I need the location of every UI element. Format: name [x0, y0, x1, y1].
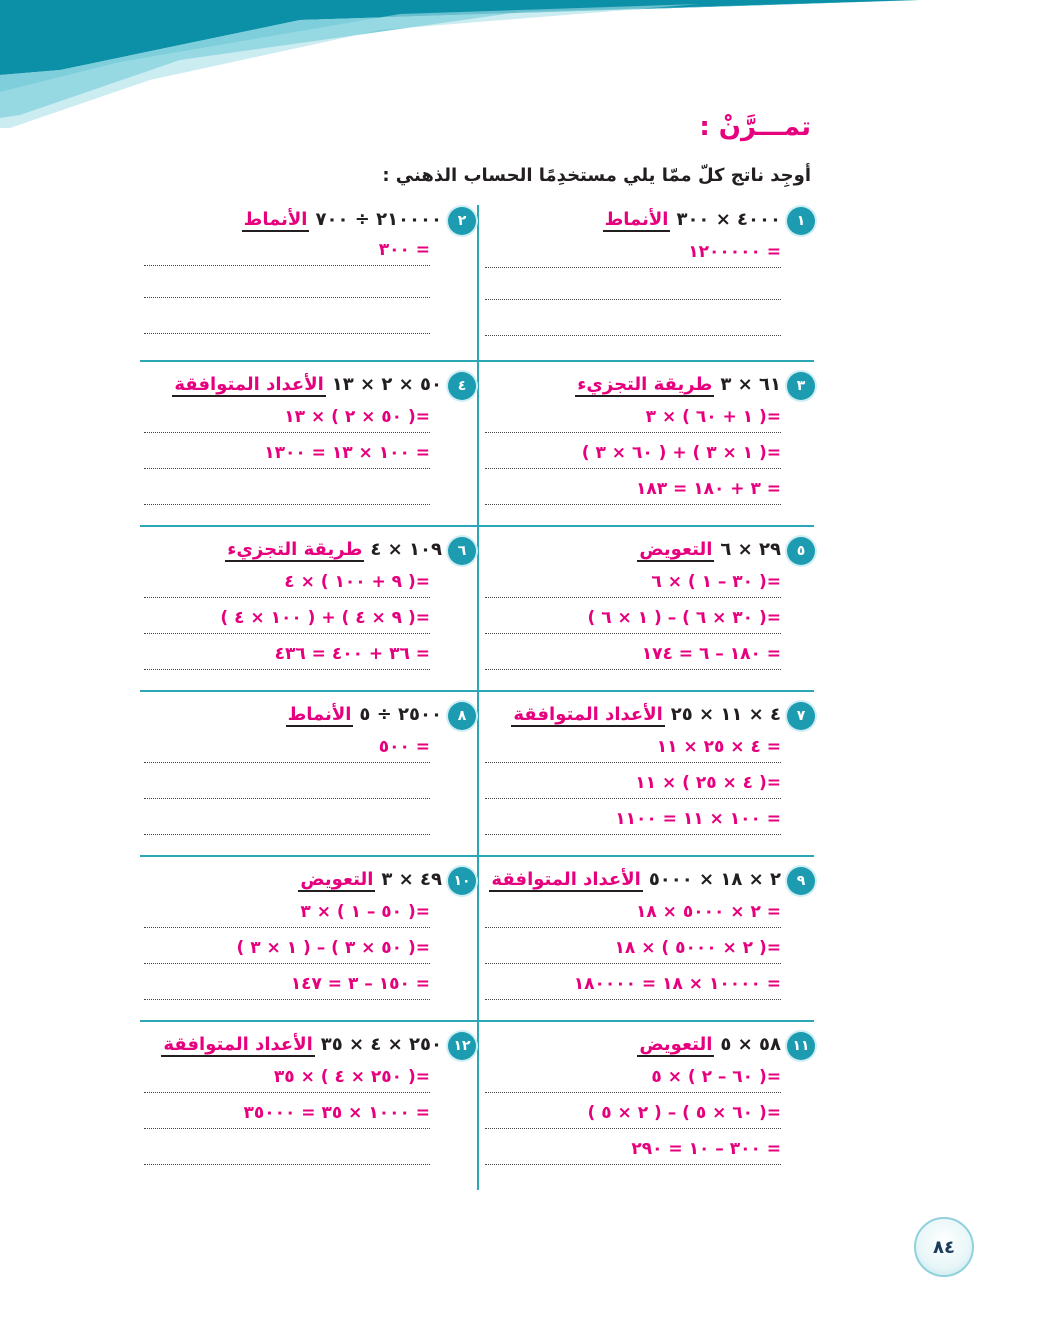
method-label: التعويض: [300, 869, 374, 890]
answer-line[interactable]: = ٥٠٠: [144, 732, 430, 763]
exercise-8: [140, 700, 476, 865]
answer-line[interactable]: =( ٢ × ٥٠٠٠ ) × ١٨: [485, 933, 781, 964]
method-label: الأعداد المتوافقة: [513, 704, 663, 725]
problem-expression: ٢٥٠ × ٤ × ٣٥: [320, 1034, 442, 1055]
exercise-problem: [298, 865, 442, 899]
instruction-text: أوجِد ناتج كلّ ممّا يلي مستخدِمًا الحساب الذهني :: [382, 165, 811, 186]
answer-line[interactable]: =( ٥٠ – ١ ) × ٣: [144, 897, 430, 928]
exercise-11: [479, 1030, 815, 1195]
answer-line[interactable]: [144, 303, 430, 334]
answer-line[interactable]: =( ٤ × ٢٥ ) × ١١: [485, 768, 781, 799]
problem-expression: ١٠٩ × ٤: [370, 539, 442, 560]
answer-line[interactable]: [144, 1134, 430, 1165]
exercise-problem: [242, 205, 442, 239]
exercise-3: [479, 370, 815, 535]
method-label: الأنماط: [604, 209, 669, 230]
problem-expression: ٢٩ × ٦: [720, 539, 781, 560]
answer-line[interactable]: =( ٦٠ × ٥ ) – ( ٢ × ٥ ): [485, 1098, 781, 1129]
answer-line[interactable]: = ٤ × ٢٥ × ١١: [485, 732, 781, 763]
exercise-number-badge: ١: [787, 207, 815, 235]
exercise-number-badge: ٥: [787, 537, 815, 565]
exercise-problem: [511, 700, 781, 734]
method-label: التعويض: [639, 1034, 713, 1055]
method-label: الأنماط: [287, 704, 352, 725]
answer-line[interactable]: =( ٢٥٠ × ٤ ) × ٣٥: [144, 1062, 430, 1093]
answer-line[interactable]: = ١٥٠ – ٣ = ١٤٧: [144, 969, 430, 1000]
exercise-problem: [225, 535, 442, 569]
exercise-7: [479, 700, 815, 865]
exercise-number-badge: ١٠: [448, 867, 476, 895]
exercise-number-badge: ٣: [787, 372, 815, 400]
exercise-9: [479, 865, 815, 1030]
exercise-problem: [172, 370, 442, 404]
method-label: التعويض: [639, 539, 713, 560]
exercise-number-badge: ٤: [448, 372, 476, 400]
method-label: الأعداد المتوافقة: [174, 374, 324, 395]
method-label: الأنماط: [243, 209, 308, 230]
exercise-problem: [489, 865, 781, 899]
answer-line[interactable]: = ٣ + ١٨٠ = ١٨٣: [485, 474, 781, 505]
exercise-12: [140, 1030, 476, 1195]
page-title: تمـــرَّنْ :: [699, 112, 811, 142]
exercise-5: [479, 535, 815, 700]
answer-line[interactable]: = ١٠٠ × ١١ = ١١٠٠: [485, 804, 781, 835]
problem-expression: ٤٠٠٠ × ٣٠٠: [676, 209, 781, 230]
exercise-number-badge: ٢: [448, 207, 476, 235]
method-label: الأعداد المتوافقة: [491, 869, 641, 890]
answer-line[interactable]: =( ٩ + ١٠٠ ) × ٤: [144, 567, 430, 598]
header-decoration: [0, 0, 1039, 130]
answer-line[interactable]: [485, 269, 781, 300]
answer-line[interactable]: =( ٣٠ – ١ ) × ٦: [485, 567, 781, 598]
page-number: ٨٤: [914, 1217, 974, 1277]
answer-line[interactable]: = ٣٦ + ٤٠٠ = ٤٣٦: [144, 639, 430, 670]
exercise-10: [140, 865, 476, 1030]
answer-line[interactable]: = ١٨٠ – ٦ = ١٧٤: [485, 639, 781, 670]
method-label: طريقة التجزيء: [577, 374, 713, 395]
problem-expression: ٥٨ × ٥: [720, 1034, 781, 1055]
exercise-grid: [140, 205, 814, 1190]
answer-line[interactable]: = ٣٠٠: [144, 235, 430, 266]
problem-expression: ٢ × ١٨ × ٥٠٠٠: [648, 869, 781, 890]
answer-line[interactable]: =( ٦٠ – ٢ ) × ٥: [485, 1062, 781, 1093]
exercise-problem: [637, 535, 781, 569]
problem-expression: ٦١ × ٣: [720, 374, 781, 395]
answer-line[interactable]: = ٢ × ٥٠٠٠ × ١٨: [485, 897, 781, 928]
exercise-problem: [286, 700, 442, 734]
answer-line[interactable]: = ٣٠٠ – ١٠ = ٢٩٠: [485, 1134, 781, 1165]
answer-line[interactable]: = ١٠٠٠ × ٣٥ = ٣٥٠٠٠: [144, 1098, 430, 1129]
answer-line[interactable]: =( ١ + ٦٠ ) × ٣: [485, 402, 781, 433]
exercise-2: [140, 205, 476, 370]
answer-line[interactable]: =( ٣٠ × ٦ ) – ( ١ × ٦ ): [485, 603, 781, 634]
answer-line[interactable]: = ١٠٠ × ١٣ = ١٣٠٠: [144, 438, 430, 469]
answer-line[interactable]: =( ٩ × ٤ ) + ( ١٠٠ × ٤ ): [144, 603, 430, 634]
answer-line[interactable]: =( ١ × ٣ ) + ( ٦٠ × ٣ ): [485, 438, 781, 469]
exercise-problem: [575, 370, 781, 404]
exercise-problem: [637, 1030, 781, 1064]
answer-line[interactable]: [144, 768, 430, 799]
problem-expression: ٤٩ × ٣: [381, 869, 442, 890]
answer-line[interactable]: =( ٥٠ × ٣ ) – ( ١ × ٣ ): [144, 933, 430, 964]
exercise-problem: [161, 1030, 442, 1064]
answer-line[interactable]: [144, 474, 430, 505]
method-label: الأعداد المتوافقة: [163, 1034, 313, 1055]
answer-line[interactable]: = ١٢٠٠٠٠٠: [485, 237, 781, 268]
exercise-number-badge: ٧: [787, 702, 815, 730]
answer-line[interactable]: [485, 305, 781, 336]
answer-line[interactable]: =( ٥٠ × ٢ ) × ١٣: [144, 402, 430, 433]
exercise-number-badge: ٩: [787, 867, 815, 895]
problem-expression: ٢١٠٠٠٠ ÷ ٧٠٠: [315, 209, 442, 230]
exercise-problem: [603, 205, 781, 239]
exercise-6: [140, 535, 476, 700]
exercise-number-badge: ٨: [448, 702, 476, 730]
exercise-number-badge: ١١: [787, 1032, 815, 1060]
method-label: طريقة التجزيء: [227, 539, 363, 560]
exercise-4: [140, 370, 476, 535]
problem-expression: ٥٠ × ٢ × ١٣: [331, 374, 442, 395]
problem-expression: ٢٥٠٠ ÷ ٥: [359, 704, 442, 725]
problem-expression: ٤ × ١١ × ٢٥: [670, 704, 781, 725]
answer-line[interactable]: = ١٠٠٠٠ × ١٨ = ١٨٠٠٠٠: [485, 969, 781, 1000]
answer-line[interactable]: [144, 267, 430, 298]
exercise-number-badge: ٦: [448, 537, 476, 565]
answer-line[interactable]: [144, 804, 430, 835]
exercise-number-badge: ١٢: [448, 1032, 476, 1060]
exercise-1: [479, 205, 815, 370]
